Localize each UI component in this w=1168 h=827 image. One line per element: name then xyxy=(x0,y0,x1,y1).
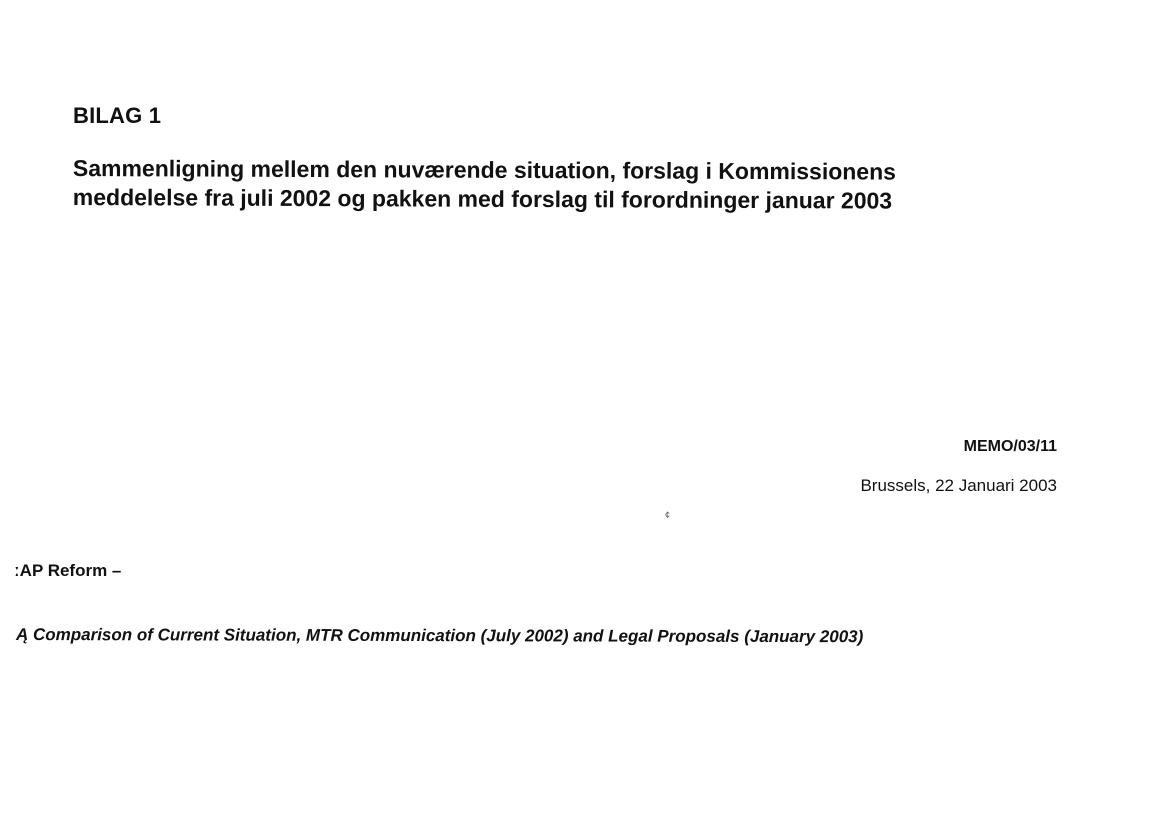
cap-reform-heading: ːAP Reform – xyxy=(14,561,122,580)
title-line-2: meddelelse fra juli 2002 og pakken med forslag til forordninger januar 2003 xyxy=(72,183,893,214)
comparison-subtitle: Ą Comparison of Current Situation, MTR Communication (July 2002) and Legal Proposals (January 2003) xyxy=(15,625,864,647)
memo-dateline: Brussels, 22 Januari 2003 xyxy=(860,476,1057,495)
memo-reference: MEMO/03/11 xyxy=(963,438,1057,455)
document-title xyxy=(73,154,1013,216)
scan-speck: ¢ xyxy=(665,510,671,520)
annex-label: BILAG 1 xyxy=(73,103,162,128)
title-line-1: Sammenligning mellem den nuværende situation, forslag i Kommissionens xyxy=(72,154,897,185)
